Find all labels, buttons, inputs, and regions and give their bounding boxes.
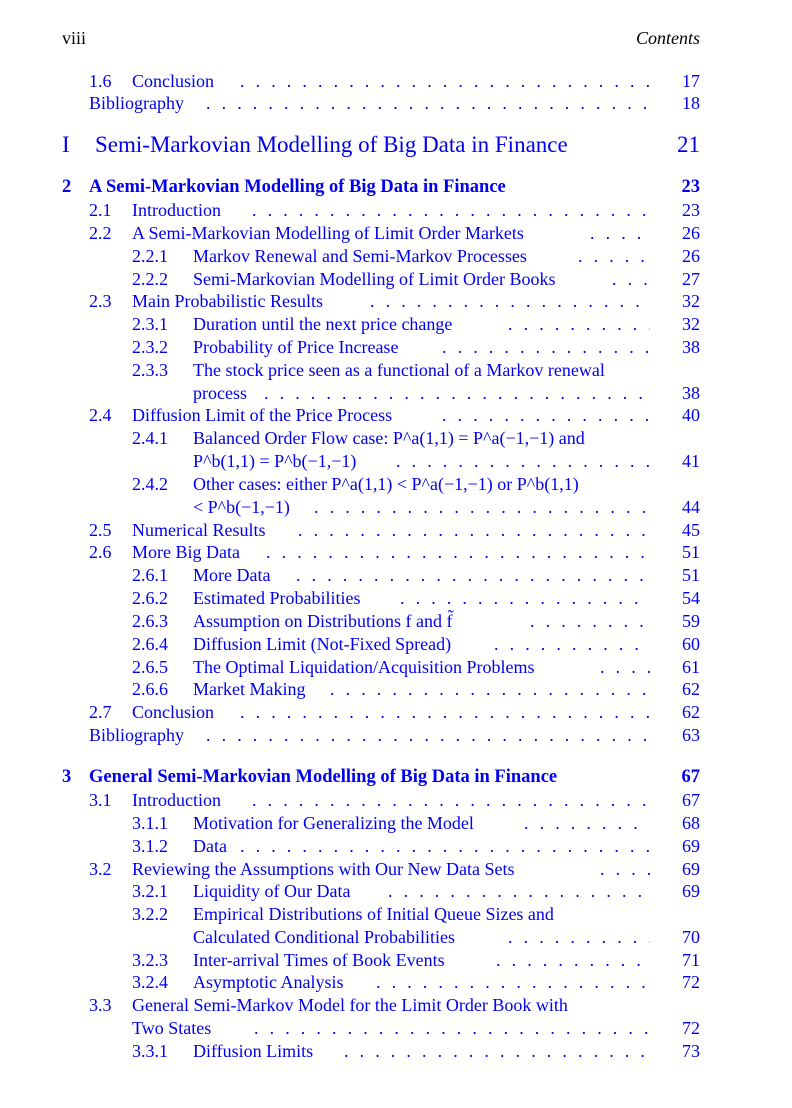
entry-number: 2.6.2 <box>132 588 168 608</box>
entry-page: 72 <box>682 1018 700 1038</box>
entry-title-continued: Two States <box>132 1018 212 1038</box>
toc-entry-2-2[interactable] <box>0 222 792 245</box>
entry-number: 2.6.4 <box>132 634 168 654</box>
toc-entry-2-3-3-cont[interactable] <box>0 382 792 405</box>
toc-entry-2-3[interactable] <box>0 290 792 313</box>
toc-entry-bibliography-2[interactable] <box>0 724 792 747</box>
leader-dots <box>370 290 650 313</box>
toc-entry-2-5[interactable] <box>0 519 792 542</box>
entry-page: 38 <box>682 337 700 357</box>
toc-entry-3-2-2-cont[interactable] <box>0 926 792 949</box>
toc-entry-2-6[interactable] <box>0 541 792 564</box>
entry-page: 73 <box>682 1041 700 1061</box>
entry-title: Probability of Price Increase <box>193 337 399 357</box>
toc-entry-3-2-2[interactable] <box>0 903 792 926</box>
entry-page: 63 <box>682 725 700 745</box>
entry-number: 2.2.2 <box>132 269 168 289</box>
leader-dots <box>240 835 650 858</box>
entry-page: 44 <box>682 497 700 517</box>
toc-entry-3-3[interactable] <box>0 994 792 1017</box>
entry-number: 2.4 <box>89 405 112 425</box>
entry-title: Main Probabilistic Results <box>132 291 323 311</box>
running-title: Contents <box>635 28 700 48</box>
entry-page: 32 <box>682 314 700 334</box>
entry-number: 2.6.1 <box>132 565 168 585</box>
entry-title: Data <box>193 836 227 856</box>
entry-page: 68 <box>682 813 700 833</box>
entry-title: Bibliography <box>89 725 184 745</box>
chapter-number: 3 <box>62 767 72 787</box>
toc-entry-2-3-1[interactable] <box>0 313 792 336</box>
toc-part-i[interactable] <box>0 130 792 160</box>
entry-page: 45 <box>682 520 700 540</box>
entry-page: 40 <box>682 405 700 425</box>
entry-title: Reviewing the Assumptions with Our New Data Sets <box>132 859 515 879</box>
entry-title-continued: < P^b(−1,−1) <box>193 497 290 517</box>
toc-entry-2-4-2[interactable] <box>0 473 792 496</box>
part-number: I <box>62 132 70 157</box>
entry-title: Balanced Order Flow case: P^a(1,1) = P^a(−1,−1) and <box>193 428 585 448</box>
toc-entry-3-3-1[interactable] <box>0 1040 792 1063</box>
entry-page: 26 <box>682 223 700 243</box>
leader-dots <box>442 404 650 427</box>
leader-dots <box>590 222 650 245</box>
entry-page: 62 <box>682 679 700 699</box>
entry-title: Introduction <box>132 790 221 810</box>
leader-dots <box>442 336 650 359</box>
toc-entry-2-6-1[interactable] <box>0 564 792 587</box>
toc-entry-2-6-5[interactable] <box>0 656 792 679</box>
entry-number: 2.6.3 <box>132 611 168 631</box>
toc-entry-2-3-3[interactable] <box>0 359 792 382</box>
entry-number: 2.2 <box>89 223 112 243</box>
toc-entry-2-4[interactable] <box>0 404 792 427</box>
entry-number: 3.2.4 <box>132 972 168 992</box>
entry-number: 2.5 <box>89 520 112 540</box>
toc-entry-2-2-1[interactable] <box>0 245 792 268</box>
toc-chapter-2[interactable] <box>0 176 792 199</box>
entry-number: 2.7 <box>89 702 112 722</box>
leader-dots <box>252 789 650 812</box>
leader-dots <box>600 656 650 679</box>
toc-entry-2-3-2[interactable] <box>0 336 792 359</box>
entry-number: 3.1 <box>89 790 112 810</box>
toc-entry-2-6-3[interactable] <box>0 610 792 633</box>
chapter-page: 67 <box>681 767 700 787</box>
leader-dots <box>254 1017 650 1040</box>
entry-title: Bibliography <box>89 93 184 113</box>
toc-entry-2-2-2[interactable] <box>0 268 792 291</box>
leader-dots <box>578 245 650 268</box>
entry-title: Conclusion <box>132 702 215 722</box>
leader-dots <box>600 858 650 881</box>
leader-dots <box>314 496 650 519</box>
leader-dots <box>266 541 650 564</box>
entry-number: 3.2.3 <box>132 950 168 970</box>
entry-page: 26 <box>682 246 700 266</box>
entry-title: Diffusion Limit (Not-Fixed Spread) <box>193 634 452 654</box>
leader-dots <box>524 812 650 835</box>
entry-title-continued: P^b(1,1) = P^b(−1,−1) <box>193 451 357 471</box>
entry-number: 3.1.2 <box>132 836 168 856</box>
entry-page: 72 <box>682 972 700 992</box>
entry-title: Inter-arrival Times of Book Events <box>193 950 445 970</box>
entry-title: Market Making <box>193 679 306 699</box>
entry-title: General Semi-Markov Model for the Limit Order Book with <box>132 995 568 1015</box>
toc-entry-2-6-2[interactable] <box>0 587 792 610</box>
toc-entry-3-1-1[interactable] <box>0 812 792 835</box>
entry-title-continued: process <box>193 383 247 403</box>
toc-entry-3-2[interactable] <box>0 858 792 881</box>
entry-number: 2.6.6 <box>132 679 168 699</box>
leader-dots <box>264 382 650 405</box>
entry-page: 59 <box>682 611 700 631</box>
entry-number: 3.1.1 <box>132 813 168 833</box>
entry-page: 27 <box>682 269 700 289</box>
part-title: Semi-Markovian Modelling of Big Data in Finance <box>95 132 568 157</box>
entry-page: 70 <box>682 927 700 947</box>
entry-title: More Data <box>193 565 271 585</box>
part-page: 21 <box>677 132 700 157</box>
entry-number: 2.3.3 <box>132 360 168 380</box>
entry-page: 71 <box>682 950 700 970</box>
entry-number: 2.3.1 <box>132 314 168 334</box>
entry-number: 2.2.1 <box>132 246 168 266</box>
chapter-page: 23 <box>681 177 700 197</box>
toc-entry-3-1-2[interactable] <box>0 835 792 858</box>
leader-dots <box>508 926 650 949</box>
entry-page: 51 <box>682 542 700 562</box>
leader-dots <box>296 564 650 587</box>
entry-title: Duration until the next price change <box>193 314 453 334</box>
toc-entry-2-1[interactable] <box>0 199 792 222</box>
toc-entry-2-4-1-cont[interactable] <box>0 450 792 473</box>
entry-number: 3.2.2 <box>132 904 168 924</box>
entry-title: Estimated Probabilities <box>193 588 361 608</box>
entry-number: 3.3.1 <box>132 1041 168 1061</box>
entry-title: Markov Renewal and Semi-Markov Processes <box>193 246 527 266</box>
toc-entry-bibliography-1[interactable] <box>0 92 792 115</box>
chapter-title: General Semi-Markovian Modelling of Big Data in Finance <box>89 767 558 787</box>
entry-page: 69 <box>682 881 700 901</box>
entry-page: 23 <box>682 200 700 220</box>
entry-title: The stock price seen as a functional of a Markov renewal <box>193 360 605 380</box>
leader-dots <box>396 450 650 473</box>
toc-entry-3-2-1[interactable] <box>0 880 792 903</box>
entry-number: 3.2.1 <box>132 881 168 901</box>
entry-page: 17 <box>682 71 700 91</box>
leader-dots <box>376 971 650 994</box>
toc-entry-2-6-6[interactable] <box>0 678 792 701</box>
toc-entry-3-2-3[interactable] <box>0 949 792 972</box>
entry-number: 2.6.5 <box>132 657 168 677</box>
entry-page: 32 <box>682 291 700 311</box>
entry-title: Other cases: either P^a(1,1) < P^a(−1,−1) or P^b(1,1) <box>193 474 579 494</box>
leader-dots <box>344 1040 650 1063</box>
leader-dots <box>494 633 650 656</box>
leader-dots <box>388 880 650 903</box>
entry-title: Numerical Results <box>132 520 266 540</box>
toc-chapter-3[interactable] <box>0 766 792 789</box>
entry-page: 18 <box>682 93 700 113</box>
entry-number: 2.6 <box>89 542 112 562</box>
entry-title: Assumption on Distributions f and f̃ <box>193 611 453 631</box>
entry-page: 60 <box>682 634 700 654</box>
entry-title: Conclusion <box>132 71 215 91</box>
entry-page: 62 <box>682 702 700 722</box>
toc-entry-1-6[interactable] <box>0 70 792 93</box>
entry-number: 2.1 <box>89 200 112 220</box>
entry-page: 67 <box>682 790 700 810</box>
entry-number: 2.3 <box>89 291 112 311</box>
leader-dots <box>240 70 650 93</box>
leader-dots <box>240 701 650 724</box>
toc-entry-2-6-4[interactable] <box>0 633 792 656</box>
entry-page: 54 <box>682 588 700 608</box>
toc-entry-3-3-cont[interactable] <box>0 1017 792 1040</box>
leader-dots <box>298 519 650 542</box>
entry-title: Semi-Markovian Modelling of Limit Order Books <box>193 269 556 289</box>
entry-page: 38 <box>682 383 700 403</box>
entry-page: 61 <box>682 657 700 677</box>
entry-page: 69 <box>682 859 700 879</box>
entry-page: 69 <box>682 836 700 856</box>
leader-dots <box>400 587 650 610</box>
entry-title-continued: Calculated Conditional Probabilities <box>193 927 455 947</box>
leader-dots <box>508 313 650 336</box>
entry-number: 2.4.2 <box>132 474 168 494</box>
entry-title: Diffusion Limits <box>193 1041 314 1061</box>
entry-number: 1.6 <box>89 71 112 91</box>
chapter-title: A Semi-Markovian Modelling of Big Data in Finance <box>89 177 506 197</box>
page-number-label: viii <box>62 28 87 48</box>
toc-entry-2-4-1[interactable] <box>0 427 792 450</box>
entry-number: 2.3.2 <box>132 337 168 357</box>
entry-page: 41 <box>682 451 700 471</box>
leader-dots <box>206 724 650 747</box>
entry-number: 3.2 <box>89 859 112 879</box>
leader-dots <box>252 199 650 222</box>
chapter-number: 2 <box>62 177 72 197</box>
entry-title: Asymptotic Analysis <box>193 972 344 992</box>
toc-entry-3-2-4[interactable] <box>0 971 792 994</box>
toc-entry-2-4-2-cont[interactable] <box>0 496 792 519</box>
leader-dots <box>496 949 650 972</box>
entry-title: Diffusion Limit of the Price Process <box>132 405 393 425</box>
leader-dots <box>612 268 650 291</box>
entry-number: 2.4.1 <box>132 428 168 448</box>
toc-entry-3-1[interactable] <box>0 789 792 812</box>
entry-title: More Big Data <box>132 542 240 562</box>
toc-entry-2-7[interactable] <box>0 701 792 724</box>
entry-title: Empirical Distributions of Initial Queue Sizes and <box>193 904 554 924</box>
leader-dots <box>206 92 650 115</box>
leader-dots <box>530 610 650 633</box>
leader-dots <box>330 678 650 701</box>
entry-page: 51 <box>682 565 700 585</box>
entry-title: Motivation for Generalizing the Model <box>193 813 474 833</box>
entry-title: A Semi-Markovian Modelling of Limit Order Markets <box>132 223 524 243</box>
entry-number: 3.3 <box>89 995 112 1015</box>
entry-title: Liquidity of Our Data <box>193 881 351 901</box>
entry-title: Introduction <box>132 200 221 220</box>
entry-title: The Optimal Liquidation/Acquisition Problems <box>193 657 535 677</box>
